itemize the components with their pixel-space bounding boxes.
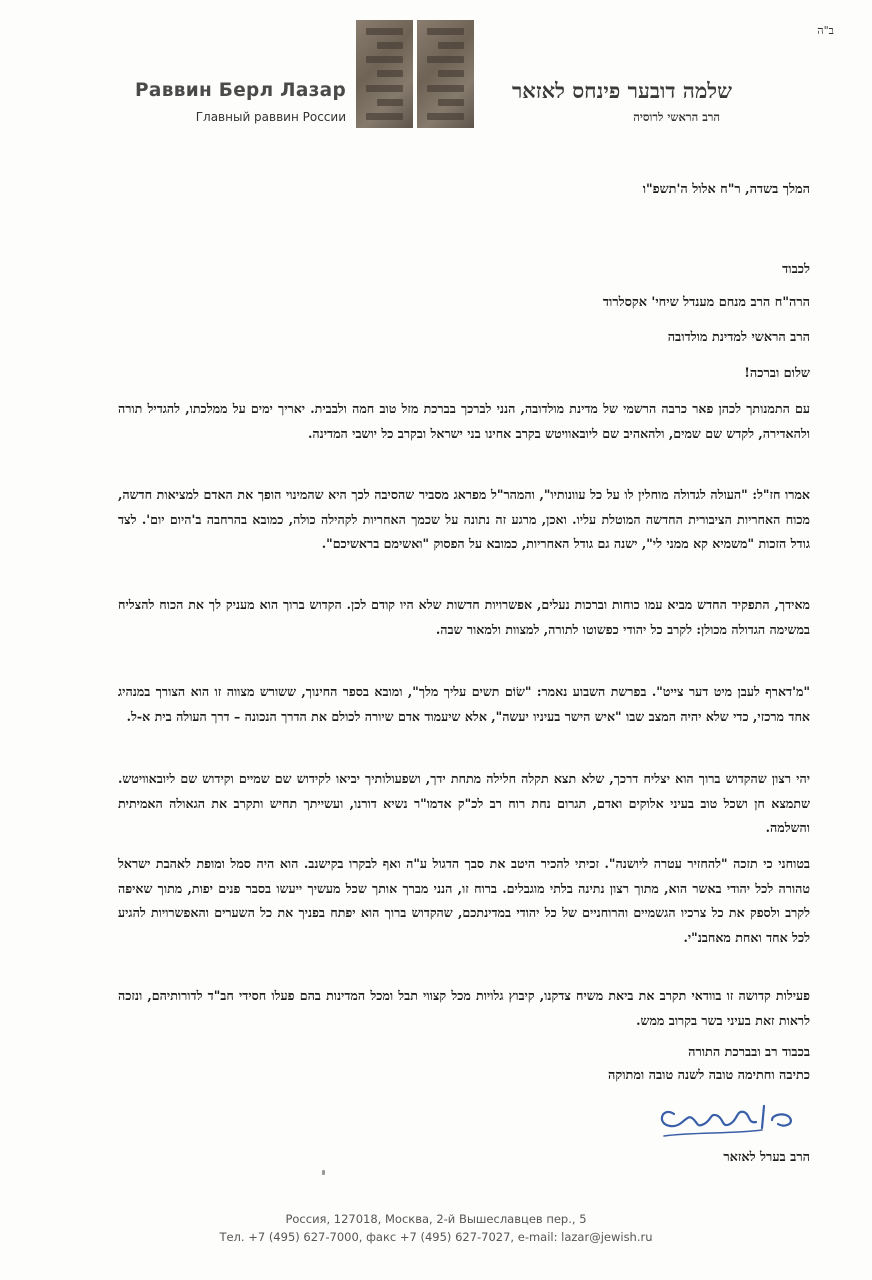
- bh-mark: ב"ה: [817, 24, 834, 37]
- footer-address: Россия, 127018, Москва, 2-й Вышеславцев пер., 5: [285, 1212, 587, 1226]
- paragraph-1: עם התמנותך לכהן פאר כרבה הרשמי של מדינת מולדובה, הנני לברכך בברכת מזל טוב חמה ולבבית. יאריך ימים על ממלכתו, להגדיל תורה ולהאדירה, לקדש שם שמים, ולהאהיב שם ליובאוויטש בקרב אחינו בני ישראל ובקרב כל יושבי המדינה.: [118, 401, 810, 441]
- letter-recipient: הרה"ח הרב מנחם מענדל שיחי' אקסלרוד: [602, 295, 810, 310]
- header-russian-name: Раввин Берл Лазар: [135, 80, 346, 101]
- paragraph-4: "מ'דארף לעבן מיט דער צייט". בפרשת השבוע נאמר: "שׂוֹם תשים עליך מלך", ומובא בספר החינוך, ששורש מצווה זו הוא הצורך במנהיג אחד מרכזי, כדי שלא יהיה המצב שבו "איש הישר בעיניו יעשה", אלא שיעמוד אדם שיורה לכולם את הדרך הנכונה – דרך העולה בית א-ל.: [118, 684, 810, 724]
- paragraph-2: אמרו חז"ל: "העולה לגדולה מוחלין לו על כל עוונותיו", והמהר"ל מפראג מסביר שהסיבה לכך היא שהמינוי הופך את האדם למציאות חדשה, מכוח האחריות הציבורית החדשה המוטלת עליו. ואכן, מרגע זה נתונה על שכמך האחריות לקהילה כולה, כמובא בהרחבה ב'היום יום'. לצד גודל הזכות "משמיא קא ממני לי", ישנה גם גודל האחריות, כמובא על הפסוק "ואשימם בראשיכם".: [118, 487, 810, 551]
- header-russian-title: Главный раввин России: [195, 110, 346, 124]
- letter-recipient-title: הרב הראשי למדינת מולדובה: [667, 330, 810, 345]
- header-hebrew-name: שלמה דובער פינחס לאזאר: [511, 78, 732, 103]
- signer-name: הרב בערל לאזאר: [723, 1150, 810, 1165]
- header-hebrew-title: הרב הראשי לרוסיה: [633, 110, 720, 124]
- paragraph-3: מאידך, התפקיד החדש מביא עמו כוחות וברכות נעלים, אפשרויות חדשות שלא היו קודם לכן. הקדוש ברוך הוא מעניק לך את הכוח להצליח במשימה הגדולה מכולן: לקרב כל יהודי כפשוטו לתורה, למצוות ולמאור שבה.: [118, 597, 810, 637]
- closing-line-2: כתיבה וחתימה טובה לשנה טובה ומתוקה: [608, 1068, 810, 1083]
- letterhead-logo: [356, 20, 474, 128]
- paragraph-6: בטוחני כי תזכה "להחזיר עטרה ליושנה". זכיתי להכיר היטב את סבך הדגול ע"ה ואף לבקרו בקישנב. הוא היה סמל ומופת לאהבת ישראל טהורה לכל יהודי באשר הוא, מתוך רצון נתינה בלתי מוגבלים. ברוח זו, הנני מברך אותך שכל מעשיך ייעשו בסבר פנים יפות, מתוך שאיפה לקרב ולספק את כל צרכיו הגשמיים והרוחניים של כל יהודי במדינתכם, שהקדוש ברוך הוא יפתח בפניך את כל השערים והאפשרויות להגיע לכל אחד ואחת מאחבנ"י.: [118, 856, 810, 945]
- logo-stone-left: [356, 20, 413, 128]
- letter-greeting: שלום וברכה!: [744, 366, 810, 381]
- letter-date: המלך בשדה, ר"ח אלול ה'תשפ"ו: [642, 182, 810, 197]
- handwritten-signature: [652, 1084, 812, 1144]
- paragraph-7: פעילות קדושה זו בוודאי תקרב את ביאת משיח צדקנו, קיבוץ גלויות מכל קצווי תבל ומכל המדינות בהם פעלו חסידי חב"ד לדורותיהם, ונזכה לראות זאת בעיני בשר בקרוב ממש.: [118, 988, 810, 1028]
- footer-contacts: Тел. +7 (495) 627-7000, факс +7 (495) 627-7027, e-mail: lazar@jewish.ru: [219, 1230, 653, 1244]
- paper-speck: [322, 1170, 325, 1175]
- logo-stone-right: [417, 20, 474, 128]
- closing-line-1: בכבוד רב ובברכת התורה: [688, 1045, 810, 1060]
- paragraph-5: יהי רצון שהקדוש ברוך הוא יצליח דרכך, שלא תצא תקלה חלילה מתחת ידך, ושפעולותיך יביאו לקידוש שם שמיים וקידוש שם ליובאוויטש. שתמצא חן ושכל טוב בעיני אלוקים ואדם, תגרום נחת רוח רב לכ"ק אדמו"ר נשיא דורנו, ועשייתך תחיש ותקרב את הגאולה האמיתית והשלמה.: [118, 771, 810, 835]
- letter-to: לכבוד: [782, 262, 810, 277]
